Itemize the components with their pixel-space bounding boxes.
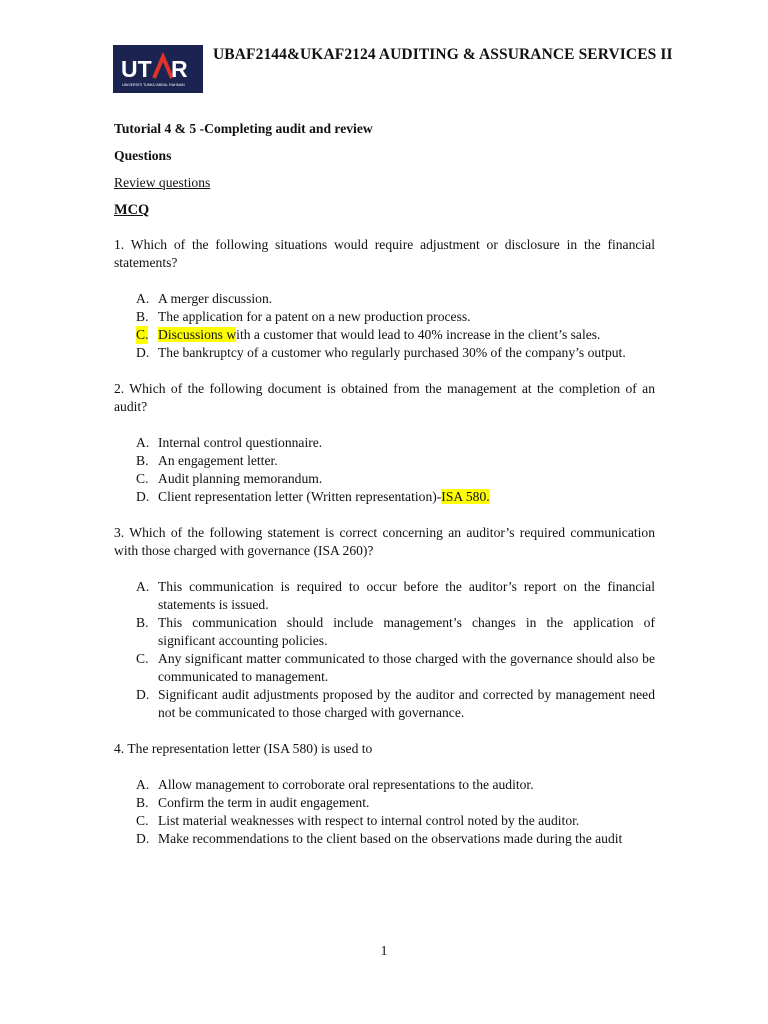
option-letter: C. [136, 471, 149, 486]
questions-heading: Questions [114, 148, 172, 163]
option-letter: D. [136, 687, 150, 702]
option-item [136, 290, 655, 308]
option-letter: B. [136, 453, 149, 468]
highlighted-text: Discussions w [158, 327, 237, 342]
options-list [114, 578, 655, 722]
option-text: Any significant matter communicated to those charged with the governance should also be communicated to management. [158, 651, 655, 684]
option-item [136, 794, 655, 812]
option-letter: D. [136, 345, 150, 360]
option-item [136, 830, 655, 848]
option-letter: A. [136, 435, 150, 450]
option-letter: D. [136, 489, 150, 504]
option-letter: C. [136, 327, 149, 342]
option-text: Confirm the term in audit engagement. [158, 795, 370, 810]
option-letter: A. [136, 579, 150, 594]
options-list [114, 434, 655, 506]
option-text: The bankruptcy of a customer who regularly purchased 30% of the company’s output. [158, 345, 626, 360]
option-item [136, 434, 655, 452]
option-item [136, 344, 655, 362]
option-item [136, 812, 655, 830]
option-letter: C. [136, 813, 149, 828]
options-list [114, 290, 655, 362]
option-text: This communication should include management’s changes in the application of significant accounting policies. [158, 615, 655, 648]
option-item [136, 308, 655, 326]
option-item [136, 470, 655, 488]
option-item [136, 776, 655, 794]
utar-logo [113, 45, 203, 93]
option-text: List material weaknesses with respect to internal control noted by the auditor. [158, 813, 580, 828]
option-letter: A. [136, 291, 150, 306]
review-questions-heading: Review questions [114, 175, 211, 190]
option-item [136, 452, 655, 470]
course-title: UBAF2144&UKAF2124 AUDITING & ASSURANCE SERVICES II [213, 46, 673, 63]
option-item [136, 488, 655, 506]
document-body [114, 120, 655, 866]
page-number: 1 [380, 943, 388, 958]
question-text: 1. Which of the following situations would require adjustment or disclosure in the financial statements? [114, 237, 655, 270]
option-item [136, 686, 655, 722]
option-text: A merger discussion. [158, 291, 273, 306]
svg-text:UT: UT [121, 56, 152, 82]
option-letter: B. [136, 795, 149, 810]
option-text: The application for a patent on a new production process. [158, 309, 471, 324]
option-text: ith a customer that would lead to 40% increase in the client’s sales. [236, 327, 601, 342]
highlighted-text: ISA 580. [441, 489, 490, 504]
option-item [136, 614, 655, 650]
option-letter: C. [136, 651, 149, 666]
option-letter: B. [136, 309, 149, 324]
option-letter: B. [136, 615, 149, 630]
mcq-heading: MCQ [114, 202, 150, 218]
option-text: Make recommendations to the client based on the observations made during the audit [158, 831, 623, 846]
option-text: An engagement letter. [158, 453, 278, 468]
option-text: This communication is required to occur before the auditor’s report on the financial statements is issued. [158, 579, 655, 612]
svg-text:UNIVERSITI TUNKU ABDUL RAHMAN: UNIVERSITI TUNKU ABDUL RAHMAN [122, 83, 185, 87]
option-text: Allow management to corroborate oral representations to the auditor. [158, 777, 534, 792]
option-item [136, 326, 655, 344]
svg-text:R: R [171, 56, 188, 82]
option-text: Internal control questionnaire. [158, 435, 323, 450]
option-text: Client representation letter (Written representation)- [158, 489, 442, 504]
question-text: 2. Which of the following document is obtained from the management at the completion of an audit? [114, 381, 655, 414]
question-text: 4. The representation letter (ISA 580) is used to [114, 741, 373, 756]
option-text: Significant audit adjustments proposed by the auditor and corrected by management need not be communicated to those charged with governance. [158, 687, 655, 720]
option-item [136, 650, 655, 686]
option-text: Audit planning memorandum. [158, 471, 323, 486]
option-item [136, 578, 655, 614]
options-list [114, 776, 655, 848]
option-letter: D. [136, 831, 150, 846]
question-text: 3. Which of the following statement is correct concerning an auditor’s required communication with those charged with governance (ISA 260)? [114, 525, 655, 558]
option-letter: A. [136, 777, 150, 792]
tutorial-title: Tutorial 4 & 5 -Completing audit and review [114, 121, 373, 136]
